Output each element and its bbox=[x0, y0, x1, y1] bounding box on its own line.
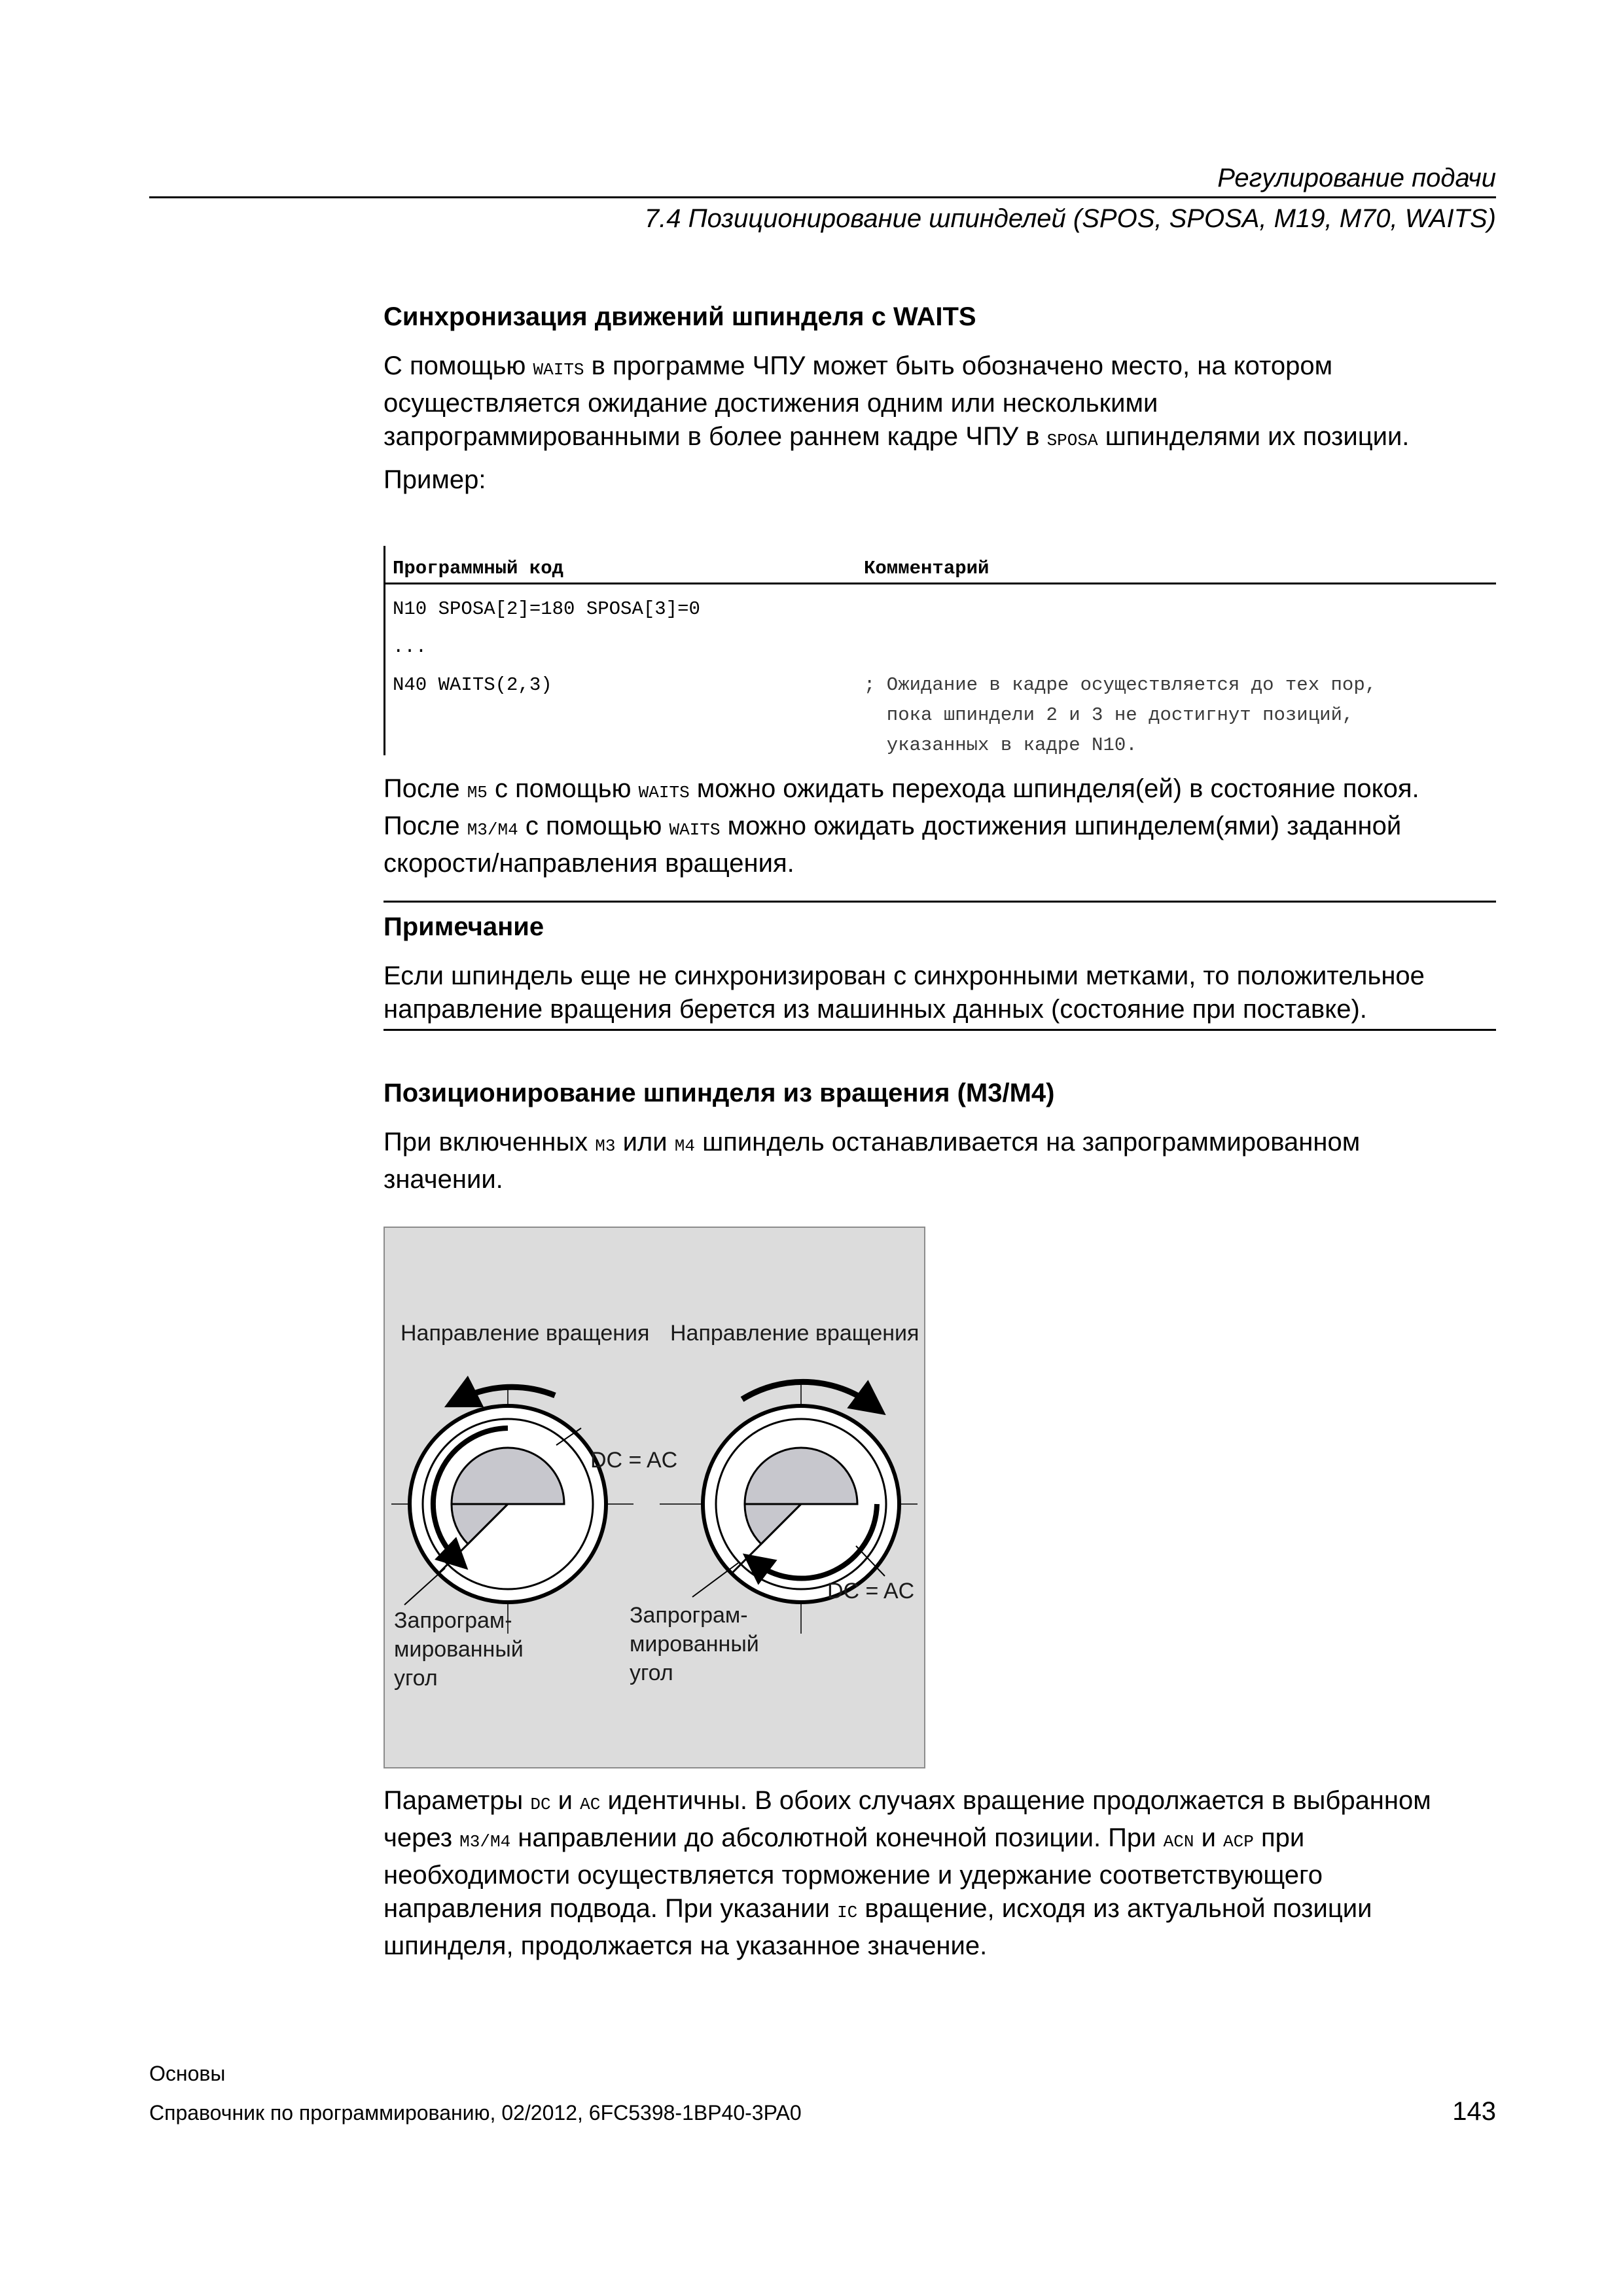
footer-manual: Справочник по программированию, 02/2012, 6FC5398-1BP40-3PA0 bbox=[149, 2101, 802, 2125]
left-dcac-label: DC = AC bbox=[590, 1448, 678, 1473]
after-code-paragraph: После M5 с помощью WAITS можно ожидать перехода шпинделя(ей) в состояние покоя. После M3/M4 с помощью WAITS можно ожидать достижения шпинделем(ями) заданной скорости/направления вращения. bbox=[383, 774, 1419, 878]
code-line-3: N40 WAITS(2,3) bbox=[393, 674, 552, 696]
left-direction-label: Направление вращения bbox=[401, 1321, 650, 1346]
waits-paragraph: С помощью WAITS в программе ЧПУ может быть обозначено место, на котором осуществляется ожидание достижения одним или несколькими запрограммированными в более раннем кадре ЧПУ в SPOSA шпинделями их позиции. bbox=[383, 351, 1410, 451]
example-label: Пример: bbox=[383, 465, 486, 494]
chapter-title: Регулирование подачи bbox=[1217, 164, 1496, 192]
right-angle-label: Запрограм- мированный угол bbox=[630, 1603, 759, 1685]
code-line-2: ... bbox=[393, 636, 427, 658]
note-bottom-rule bbox=[383, 1029, 1496, 1031]
code-line-1: N10 SPOSA[2]=180 SPOSA[3]=0 bbox=[393, 598, 700, 620]
note-heading: Примечание bbox=[383, 912, 544, 941]
right-dcac-label: DC = AC bbox=[827, 1579, 915, 1604]
waits-heading: Синхронизация движений шпинделя с WAITS bbox=[383, 302, 976, 331]
comment-col-header: Комментарий bbox=[864, 558, 990, 579]
params-paragraph: Параметры DC и AC идентичны. В обоих случаях вращение продолжается в выбранном через M3/M4 направлении до абсолютной конечной позиции. При ACN и ACP при необходимости осуществляется торможение и удержание соответствующего направления подвода. При указании IC вращение, исходя из актуальной позиции шпинделя, продолжается на указанное значение. bbox=[383, 1786, 1431, 1960]
comment-line-1: ; Ожидание в кадре осуществляется до тех пор, bbox=[864, 674, 1377, 696]
left-angle-label: Запрограм- мированный угол bbox=[394, 1608, 524, 1691]
code-waits: WAITS bbox=[533, 360, 584, 380]
comment-line-2: пока шпиндели 2 и 3 не достигнут позиций, bbox=[864, 704, 1354, 726]
header-rule bbox=[149, 196, 1496, 198]
left-spindle bbox=[391, 1385, 633, 1634]
section-title: 7.4 Позиционирование шпинделей (SPOS, SPOSA, M19, M70, WAITS) bbox=[644, 204, 1496, 233]
right-direction-label: Направление вращения bbox=[670, 1321, 919, 1346]
comment-line-3: указанных в кадре N10. bbox=[864, 734, 1137, 756]
code-col-header: Программный код bbox=[393, 558, 564, 579]
footer-title: Основы bbox=[149, 2062, 226, 2085]
right-rotation-arrow bbox=[742, 1382, 872, 1405]
spindle-rotation-figure bbox=[383, 1227, 925, 1768]
page-number: 143 bbox=[1452, 2097, 1496, 2126]
code-table-header-rule bbox=[383, 583, 1496, 584]
code-sposa: SPOSA bbox=[1046, 431, 1098, 450]
note-text: Если шпиндель еще не синхронизирован с синхронными метками, то положительное направление вращения берется из машинных данных (состояние при поставке). bbox=[383, 961, 1425, 1024]
rotation-heading: Позиционирование шпинделя из вращения (M3/M4) bbox=[383, 1079, 1055, 1107]
note-top-rule bbox=[383, 901, 1496, 903]
rotation-paragraph: При включенных M3 или M4 шпиндель останавливается на запрограммированном значении. bbox=[383, 1128, 1361, 1194]
